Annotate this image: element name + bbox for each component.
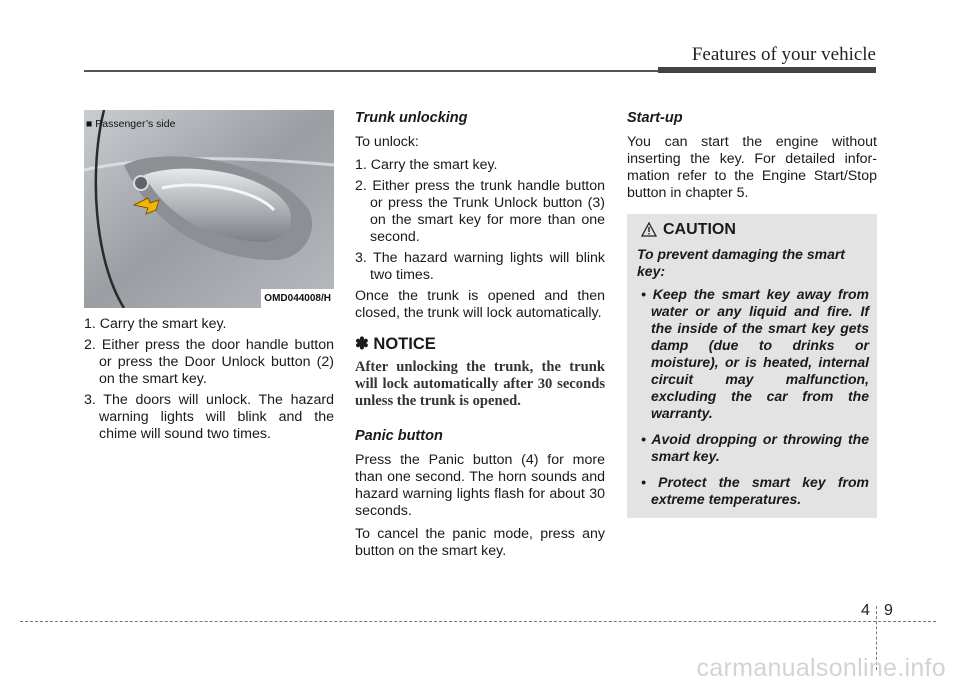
header-rule (84, 70, 660, 72)
warning-triangle-icon (641, 222, 657, 237)
caution-box (627, 214, 877, 518)
watermark: carmanualsonline.info (696, 654, 946, 682)
to-unlock-text: To unlock: (355, 134, 419, 150)
caution-title: CAUTION (663, 221, 736, 238)
trunk-step-3: 3. The hazard warning lights will blink two times. (355, 250, 605, 283)
figure-caption: ■ Passenger’s side (86, 118, 176, 130)
door-step-1: 1. Carry the smart key. (84, 316, 227, 332)
panic-button-heading: Panic button (355, 428, 443, 444)
chapter-number: 4 (861, 602, 870, 619)
panic-text-2: To cancel the panic mode, press any button on the smart key. (355, 526, 605, 559)
header-rule-accent (658, 67, 876, 73)
footer-rule (20, 621, 936, 622)
trunk-closing-text: Once the trunk is opened and then closed, the trunk will lock automatically. (355, 288, 605, 321)
caution-heading (637, 221, 869, 238)
door-step-3: 3. The doors will unlock. The hazard warning lights will blink and the chime will sound two times. (84, 392, 334, 442)
column-right (627, 110, 877, 518)
figure-code: OMD044008/H (261, 289, 334, 308)
page-number: 9 (884, 602, 893, 619)
startup-text: You can start the engine without inserting the key. For detailed information refer to the Engine Start/Stop button in chapter 5. (627, 134, 877, 201)
startup-heading: Start-up (627, 110, 683, 126)
trunk-unlocking-heading: Trunk unlocking (355, 110, 468, 126)
panic-text-1: Press the Panic button (4) for more than one second. The horn sounds and hazard warning lights flash for about 30 seconds. (355, 452, 605, 519)
trunk-step-2: 2. Either press the trunk handle button or press the Trunk Unlock button (3) on the smart key for more than one second. (355, 178, 605, 245)
caution-item: • Keep the smart key away from water or any liquid and fire. If the inside of the smart key gets damp (due to drinks or moisture), or is heated, internal circuit may malfunction, excluding the car from the warranty. (641, 286, 869, 421)
caution-item: • Protect the smart key from extreme temperatures. (641, 474, 869, 507)
caution-intro: To prevent damaging the smart key: (637, 246, 845, 279)
notice-heading: ✽ NOTICE (355, 335, 436, 353)
trunk-step-1: 1. Carry the smart key. (355, 157, 498, 173)
door-handle-photo (84, 110, 334, 308)
door-step-2: 2. Either press the door handle button or press the Door Unlock button (2) on the smart key. (84, 337, 334, 387)
caution-item: • Avoid dropping or throwing the smart key. (641, 431, 869, 464)
header-title: Features of your vehicle (691, 44, 876, 65)
column-middle (355, 110, 605, 566)
column-left (84, 110, 334, 447)
notice-body: After unlocking the trunk, the trunk will lock automatically after 30 seconds unless the trunk is opened. (355, 359, 605, 409)
door-handle-figure (84, 110, 334, 308)
